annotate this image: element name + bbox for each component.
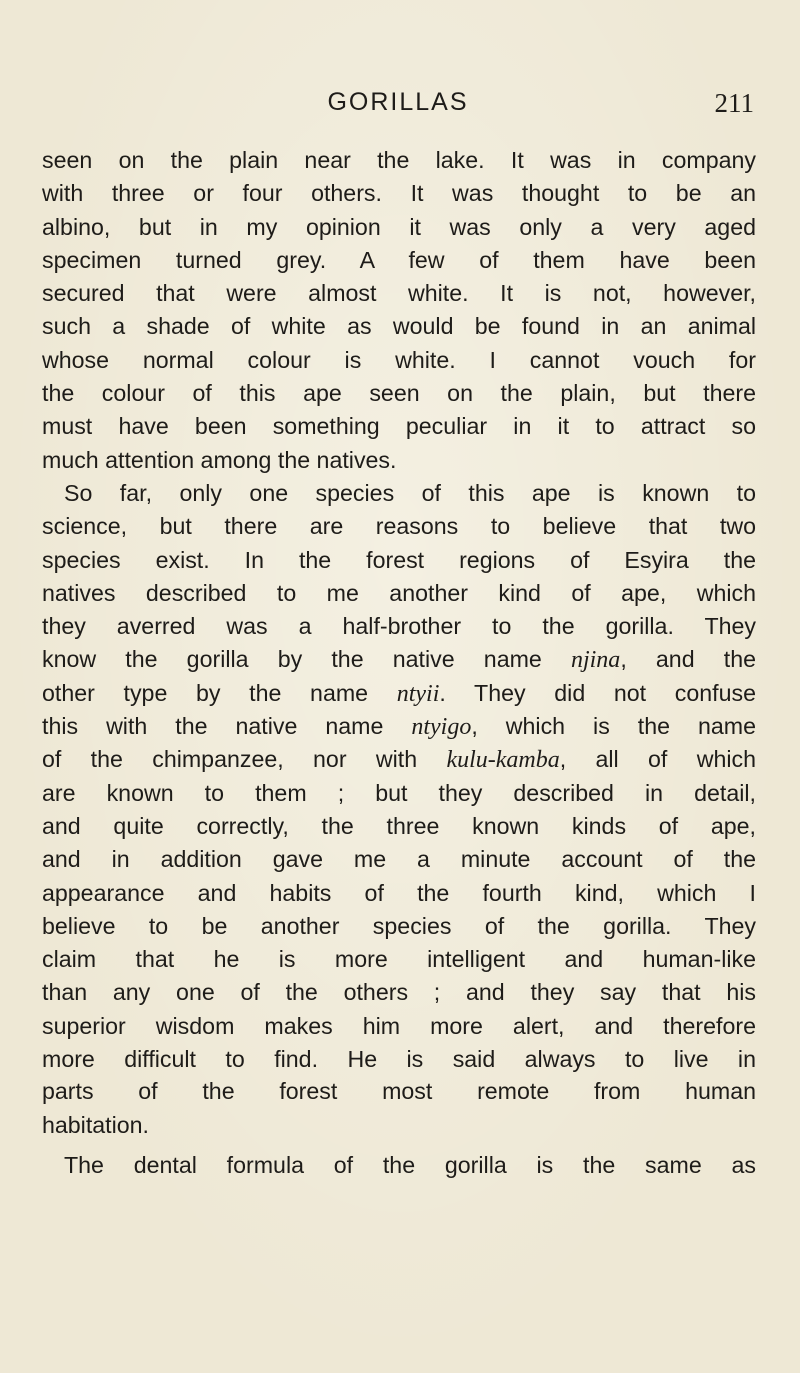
page-header bbox=[42, 88, 754, 128]
native-term-ntyigo: ntyigo bbox=[411, 714, 472, 741]
text-line: more difficult to find. He is said always to live in bbox=[42, 1046, 756, 1073]
text-line: whose normal colour is white. I cannot vouch for bbox=[42, 346, 756, 373]
text-line: with three or four others. It was thought to be an bbox=[42, 180, 756, 207]
text-line: much attention among the natives. bbox=[42, 446, 397, 473]
text-line: claim that he is more intelligent and human-like bbox=[42, 946, 756, 973]
running-title: GORILLAS bbox=[327, 88, 469, 116]
page-number: 211 bbox=[714, 88, 754, 118]
text-line: and quite correctly, the three known kinds of ape, bbox=[42, 812, 756, 839]
text-line: than any one of the others ; and they say that his bbox=[42, 979, 756, 1006]
native-term-ntyii: ntyii bbox=[396, 680, 440, 707]
text-line: they averred was a half-brother to the gorilla. They bbox=[42, 613, 756, 640]
text-line: know the gorilla by the native name njina, and the bbox=[42, 646, 756, 674]
paragraph-start-line: So far, only one species of this ape is known to bbox=[64, 479, 756, 506]
native-term-kulu-kamba: kulu-kamba bbox=[446, 747, 560, 774]
body-text bbox=[42, 144, 756, 1182]
text-line: albino, but in my opinion it was only a very aged bbox=[42, 213, 756, 240]
text-line: natives described to me another kind of ape, which bbox=[42, 579, 756, 606]
text-line: seen on the plain near the lake. It was in company bbox=[42, 147, 756, 173]
text-line: believe to be another species of the gorilla. They bbox=[42, 912, 756, 939]
paragraph-start-line: The dental formula of the gorilla is the same as bbox=[64, 1151, 756, 1178]
native-term-njina: njina bbox=[570, 647, 621, 674]
text-line: other type by the name ntyii. They did not confuse bbox=[42, 679, 756, 707]
text-line: specimen turned grey. A few of them have been bbox=[42, 246, 756, 273]
text-line: secured that were almost white. It is not, however, bbox=[42, 280, 756, 307]
text-line: appearance and habits of the fourth kind, which I bbox=[42, 879, 756, 906]
text-line: habitation. bbox=[42, 1111, 150, 1138]
text-line: species exist. In the forest regions of Esyira the bbox=[42, 546, 756, 573]
text-line: of the chimpanzee, nor with kulu-kamba, all of which bbox=[42, 746, 756, 774]
text-line: superior wisdom makes him more alert, and therefore bbox=[42, 1012, 756, 1039]
text-line: and in addition gave me a minute account of the bbox=[42, 846, 756, 873]
text-line: parts of the forest most remote from human bbox=[42, 1078, 756, 1105]
text-line: must have been something peculiar in it to attract so bbox=[42, 413, 756, 440]
text-line: are known to them ; but they described in detail, bbox=[42, 779, 756, 806]
text-line: science, but there are reasons to believe that two bbox=[42, 513, 756, 540]
text-line: this with the native name ntyigo, which is the name bbox=[42, 713, 757, 741]
text-line: the colour of this ape seen on the plain, but there bbox=[42, 380, 756, 407]
text-line: such a shade of white as would be found in an animal bbox=[42, 313, 756, 340]
